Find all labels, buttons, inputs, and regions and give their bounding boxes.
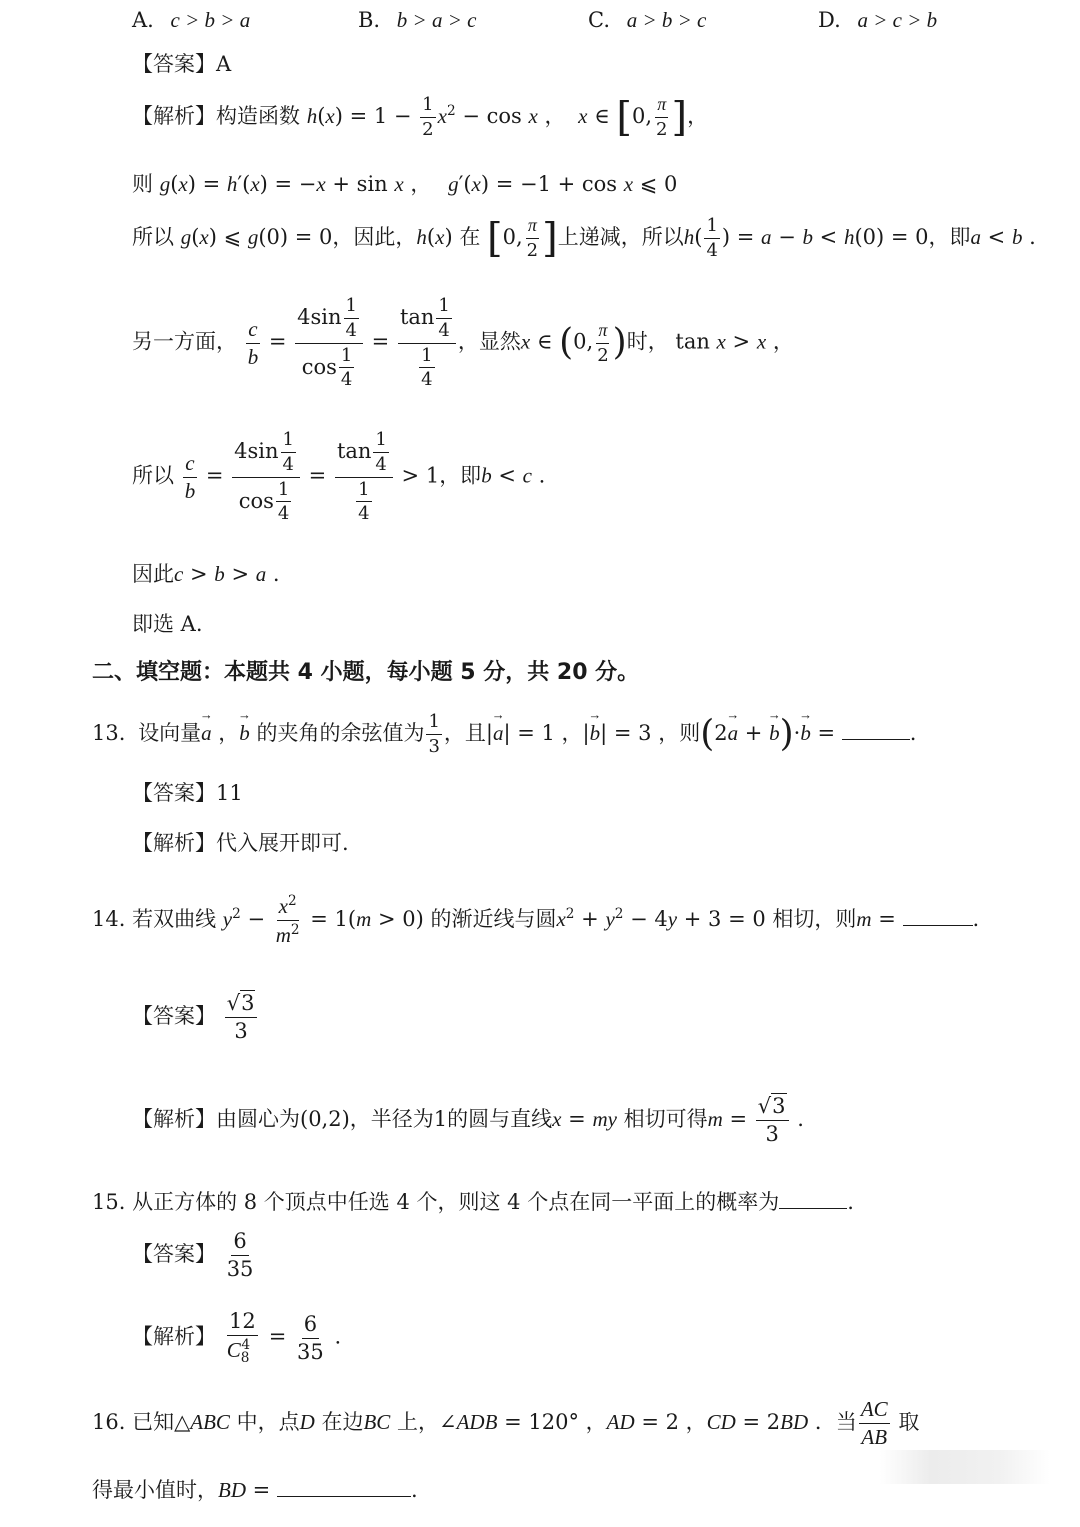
q16-blank (277, 1474, 411, 1497)
q12-analysis-line3: 所以 g(x) ⩽ g(0) = 0，因此，h(x) 在 [0, $\frac{\pi}{2}$ ]上递减，所以h( $\frac{1}{4}$ ) = a − b < h(0) = 0，即a < b . (132, 215, 1036, 262)
option-b: B. b > a > c (358, 8, 477, 32)
option-c: C. a > b > c (588, 8, 707, 32)
q13-answer: 【答案】11 (132, 781, 243, 805)
q12-answer: 【答案】A (132, 52, 232, 76)
q13-question: 13. 设向量→ a ，→ b 的夹角的余弦值为 $\frac{1}{3}$ ，且|→ a| = 1 ，|→ b| = 3 ，则(2→ a + → b)·→ b = . (92, 712, 916, 757)
q13-blank (842, 717, 910, 740)
q12-analysis-line4: 另一方面， $\frac{c}{b}$ = 4sin $\frac{1}{4}$ cos $\frac{1}{4}$ = tan $\frac{1}{4}$ $\frac{1}{4}$ ，显然x ∈ (0, $\frac{\pi}{2}$ )时， tan x > x ， (132, 295, 794, 391)
section-title: 二、填空题：本题共 4 小题，每小题 5 分，共 20 分。 (92, 660, 640, 685)
q12-analysis-line6: 因此c > b > a . (132, 562, 280, 586)
q14-blank (903, 903, 973, 926)
q15-answer: 【答案】 $\frac{6}{35}$ (132, 1229, 254, 1282)
q16-question-line1: 16. 已知△ABC 中，点D 在边BC 上，∠ADB = 120° ，AD = 2 ，CD = 2BD ．当 $\frac{AC}{AB}$ 取 (92, 1397, 920, 1450)
q14-answer: 【答案】 $\frac{√3}{3}$ (132, 992, 259, 1043)
q12-analysis-line2: 则 g(x) = h′(x) = −x + sin x ， g′(x) = −1 + cos x ⩽ 0 (132, 172, 678, 196)
q14-question: 14. 若双曲线 $y^2$ − $\frac{x^2}{m^2}$ = 1(m > 0) 的渐近线与圆$x^2 + y^2 - 4y + 3 = 0$ 相切，则m = . (92, 893, 980, 948)
q13-analysis: 【解析】代入展开即可. (132, 831, 349, 855)
q12-analysis-line1: 【解析】构造函数 h(x) = 1 − $\frac{1}{2}$ $x^2 - \cos x$ ， x ∈ [0, $\frac{\pi}{2}$ ]， (132, 94, 709, 141)
q14-analysis: 【解析】由圆心为(0,2)，半径为1的圆与直线x = my 相切可得m = $\frac{√3}{3}$ . (132, 1094, 804, 1147)
q12-analysis-line7: 即选 A. (132, 612, 203, 636)
q12-analysis-line5: 所以 $\frac{c}{b}$ = 4sin $\frac{1}{4}$ cos $\frac{1}{4}$ = tan $\frac{1}{4}$ $\frac{1}{4}$ > 1，即b < c . (132, 429, 546, 525)
q15-analysis: 【解析】 $\frac{12}{C_8^4}$ = $\frac{6}{35}$ . (132, 1309, 342, 1367)
q15-question: 15. 从正方体的 8 个顶点中任选 4 个，则这 4 个点在同一平面上的概率为 . (92, 1186, 854, 1215)
q15-blank (779, 1186, 847, 1209)
q16-question-line2: 得最小值时，BD = . (92, 1474, 418, 1503)
option-a: A. c > b > a (132, 8, 251, 32)
option-d: D. a > c > b (818, 8, 938, 32)
blur-watermark (880, 1450, 1050, 1484)
